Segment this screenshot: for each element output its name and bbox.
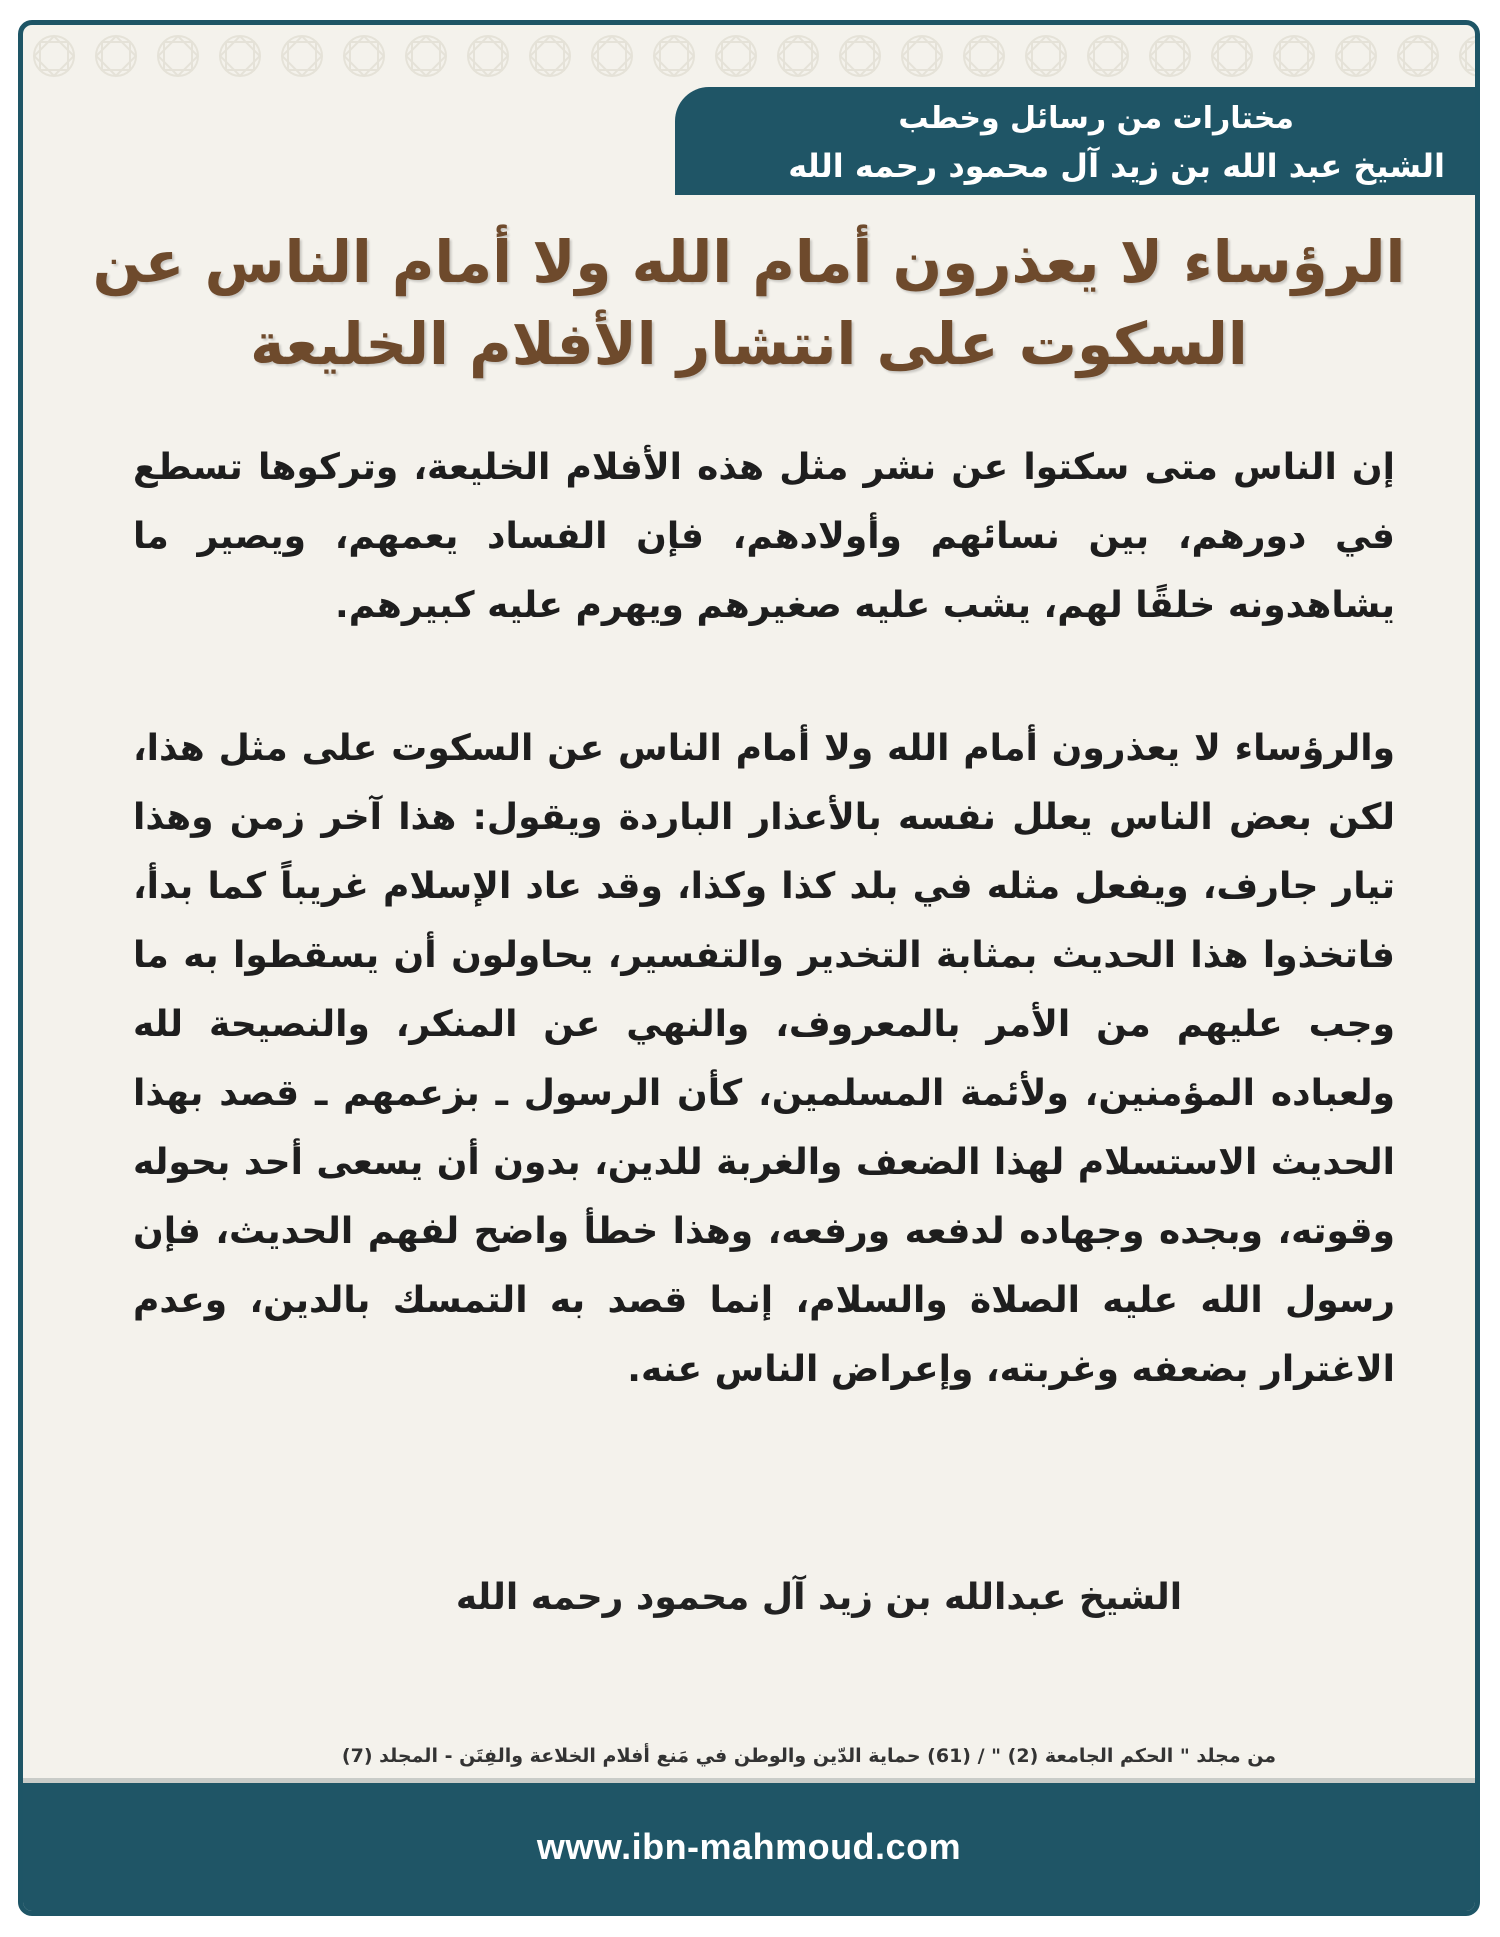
article-title-line2: السكوت على انتشار الأفلام الخليعة xyxy=(250,310,1248,378)
author-signature: الشيخ عبدالله بن زيد آل محمود رحمه الله xyxy=(455,1577,1183,1618)
article-title-line1: الرؤساء لا يعذرون أمام الله ولا أمام الناس عن xyxy=(92,228,1406,296)
series-header-line2: الشيخ عبد الله بن زيد آل محمود رحمه الله xyxy=(788,147,1445,185)
article-title xyxy=(83,221,1415,385)
body-paragraph-1: إن الناس متى سكتوا عن نشر مثل هذه الأفلام الخليعة، وتركوها تسطع في دورهم، بين نسائهم وأولادهم، فإن الفساد يعمهم، ويصير ما يشاهدونه خلقًا لهم، يشب عليه صغيرهم ويهرم عليه كبيرهم. xyxy=(133,447,1395,626)
paragraph-gap xyxy=(133,640,1395,714)
body-paragraph-2: والرؤساء لا يعذرون أمام الله ولا أمام الناس عن السكوت على مثل هذا، لكن بعض الناس يعلل نفسه بالأعذار الباردة ويقول: هذا آخر زمن وهذا تيار جارف، ويفعل مثله في بلد كذا وكذا، وقد عاد الإسلام غريباً كما بدأ، فاتخذوا هذا الحديث بمثابة التخدير والتفسير، يحاولون أن يسقطوا به ما وجب عليهم من الأمر بالمعروف، والنهي عن المنكر، والنصيحة لله ولعباده المؤمنين، ولأئمة المسلمين، كأن الرسول ـ بزعمهم ـ قصد بهذا الحديث الاستسلام لهذا الضعف والغربة للدين، بدون أن يسعى أحد بحوله وقوته، وبجده وجهاده لدفعه ورفعه، وهذا خطأ واضح لفهم الحديث، فإن رسول الله عليه الصلاة والسلام، إنما قصد به التمسك بالدين، وعدم الاغترار بضعفه وغربته، وإعراض الناس عنه. xyxy=(133,728,1395,1390)
decorative-pattern xyxy=(23,25,1475,87)
page-frame xyxy=(18,20,1480,1916)
footer-bar xyxy=(23,1778,1475,1911)
series-header xyxy=(675,87,1475,195)
series-header-line1: مختارات من رسائل وخطب xyxy=(898,101,1294,136)
source-citation: من مجلد " الحكم الجامعة (2) " / (61) حماية الدّين والوطن في مَنع أفلام الخلاعة والفِتَن - المجلد (7) xyxy=(341,1745,1277,1767)
article-body xyxy=(133,433,1395,1404)
website-link[interactable]: www.ibn-mahmoud.com xyxy=(536,1826,962,1867)
